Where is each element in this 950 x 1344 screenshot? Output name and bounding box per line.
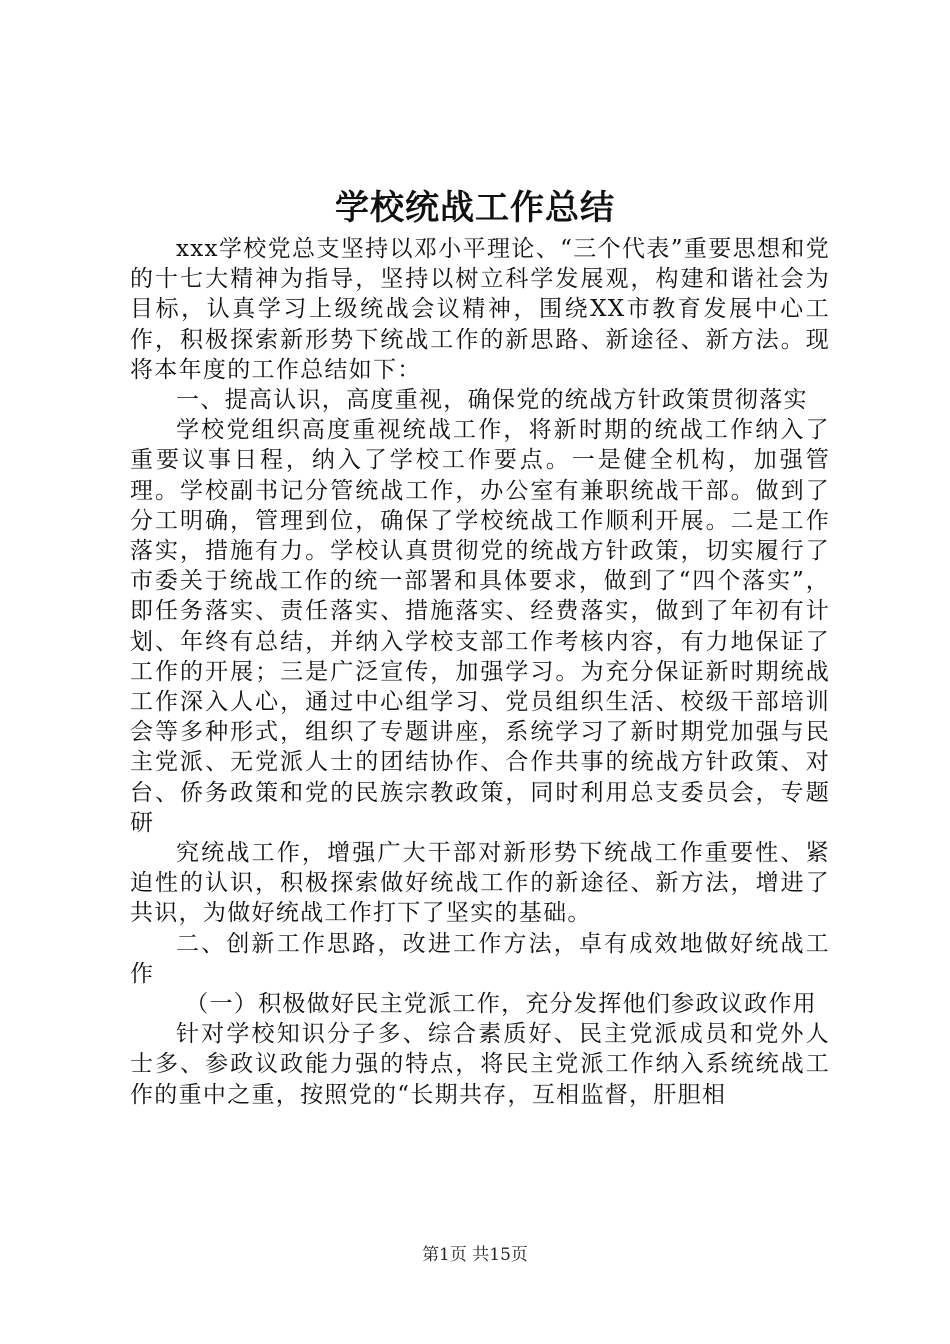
intro-paragraph: xxx学校党总支坚持以邓小平理论、“三个代表”重要思想和党的十七大精神为指导，坚持以树立科学发展观，构建和谐社会为目标，认真学习上级统战会议精神，围绕XX市教育发展中心工作，积极探索新形势下统战工作的新思路、新途径、新方法。现将本年度的工作总结如下：	[130, 236, 830, 383]
document-body	[130, 234, 830, 1110]
section-heading-2: 二、创新工作思路，改进工作方法，卓有成效地做好统战工作	[130, 930, 830, 987]
subsection-heading-1: （一）积极做好民主党派工作，充分发挥他们参政议政作用	[185, 991, 817, 1018]
body-paragraph: 究统战工作，增强广大干部对新形势下统战工作重要性、紧迫性的认识，积极探索做好统战工作的新途径、新方法，增进了共识，为做好统战工作打下了坚实的基础。	[130, 840, 830, 927]
document-title: 学校统战工作总结	[335, 188, 615, 228]
section-heading-1: 一、提高认识，高度重视，确保党的统战方针政策贯彻落实	[176, 387, 808, 414]
body-paragraph: 针对学校知识分子多、综合素质好、民主党派成员和党外人士多、参政议政能力强的特点，将民主党派工作纳入系统统战工作的重中之重，按照党的“长期共存，互相监督，肝胆相	[130, 1021, 830, 1108]
body-paragraph: 学校党组织高度重视统战工作，将新时期的统战工作纳入了重要议事日程，纳入了学校工作要点。一是健全机构，加强管理。学校副书记分管统战工作，办公室有兼职统战干部。做到了分工明确，管理到位，确保了学校统战工作顺利开展。二是工作落实，措施有力。学校认真贯彻党的统战方针政策，切实履行了市委关于统战工作的统一部署和具体要求，做到了“四个落实”，即任务落实、责任落实、措施落实、经费落实，做到了年初有计划、年终有总结，并纳入学校支部工作考核内容，有力地保证了工作的开展；三是广泛宣传，加强学习。为充分保证新时期统战工作深入人心，通过中心组学习、党员组织生活、校级干部培训会等多种形式，组织了专题讲座，系统学习了新时期党加强与民主党派、无党派人士的团结协作、合作共事的统战方针政策、对台、侨务政策和党的民族宗教政策，同时利用总支委员会，专题研	[130, 417, 830, 836]
page-footer: 第1页 共15页	[422, 1245, 528, 1265]
